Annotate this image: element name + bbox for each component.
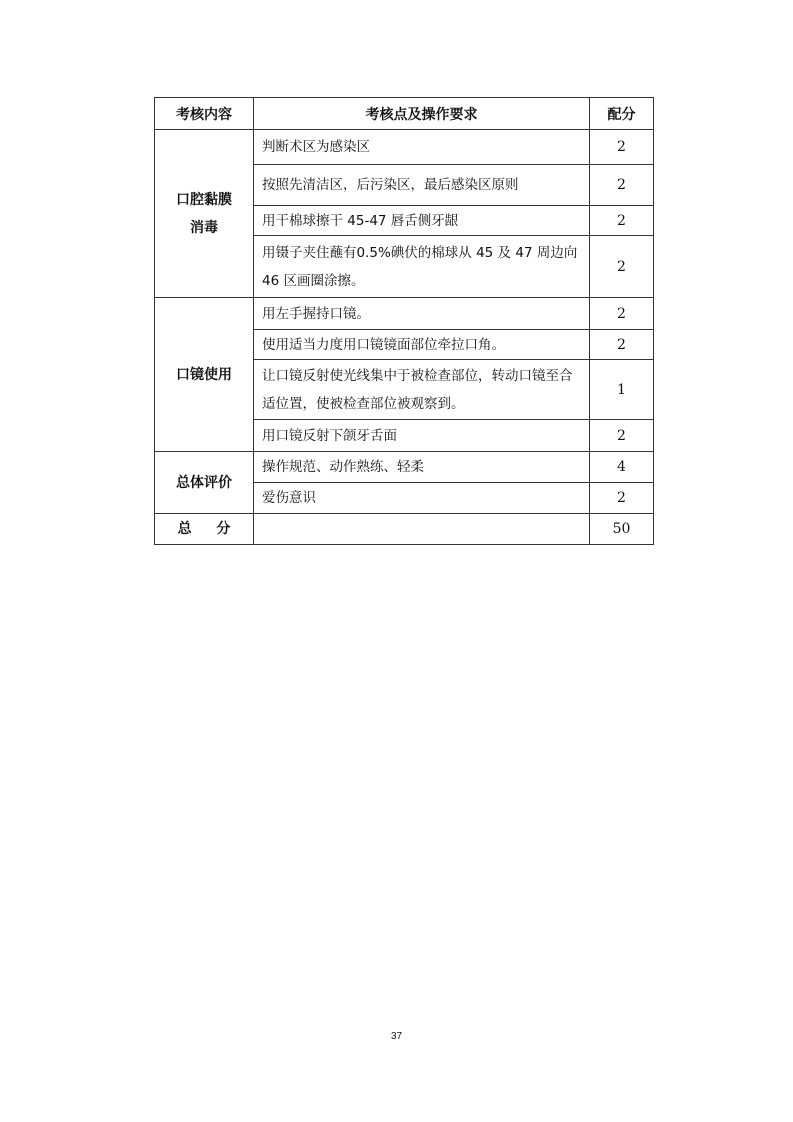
points-cell: 2 — [590, 298, 654, 330]
total-row — [155, 514, 654, 545]
table-row — [155, 452, 654, 483]
requirement-cell: 操作规范、动作熟练、轻柔 — [254, 452, 590, 483]
requirement-cell: 爱伤意识 — [254, 483, 590, 514]
category-mouth-mirror-use: 口镜使用 — [155, 298, 254, 452]
points-cell: 2 — [590, 236, 654, 298]
requirement-cell: 按照先清洁区，后污染区，最后感染区原则 — [254, 165, 590, 206]
assessment-table — [154, 97, 654, 545]
points-cell: 1 — [590, 360, 654, 420]
total-requirement-cell — [254, 514, 590, 545]
requirement-cell: 用口镜反射下颌牙舌面 — [254, 420, 590, 452]
points-cell: 2 — [590, 420, 654, 452]
total-points-cell: 50 — [590, 514, 654, 545]
points-cell: 2 — [590, 130, 654, 165]
header-assessment-content: 考核内容 — [155, 98, 254, 130]
header-score: 配分 — [590, 98, 654, 130]
points-cell: 2 — [590, 206, 654, 236]
table-header-row — [155, 98, 654, 130]
requirement-cell: 判断术区为感染区 — [254, 130, 590, 165]
table-row — [155, 298, 654, 330]
points-cell: 2 — [590, 165, 654, 206]
requirement-cell: 用干棉球擦干 45-47 唇舌侧牙龈 — [254, 206, 590, 236]
requirement-cell: 让口镜反射使光线集中于被检查部位，转动口镜至合适位置，使被检查部位被观察到。 — [254, 360, 590, 420]
header-assessment-points: 考核点及操作要求 — [254, 98, 590, 130]
points-cell: 2 — [590, 330, 654, 360]
category-overall-evaluation: 总体评价 — [155, 452, 254, 514]
points-cell: 2 — [590, 483, 654, 514]
category-oral-mucosa-disinfection — [155, 130, 254, 298]
requirement-cell: 使用适当力度用口镜镜面部位牵拉口角。 — [254, 330, 590, 360]
category-line: 消毒 — [190, 219, 218, 236]
page-number: 37 — [390, 1031, 403, 1042]
requirement-cell: 用镊子夹住蘸有0.5%碘伏的棉球从 45 及 47 周边向 46 区画圈涂擦。 — [254, 236, 590, 298]
total-label: 总 分 — [155, 514, 254, 545]
points-cell: 4 — [590, 452, 654, 483]
table-row — [155, 130, 654, 165]
category-line: 口腔黏膜 — [176, 191, 232, 208]
requirement-cell: 用左手握持口镜。 — [254, 298, 590, 330]
